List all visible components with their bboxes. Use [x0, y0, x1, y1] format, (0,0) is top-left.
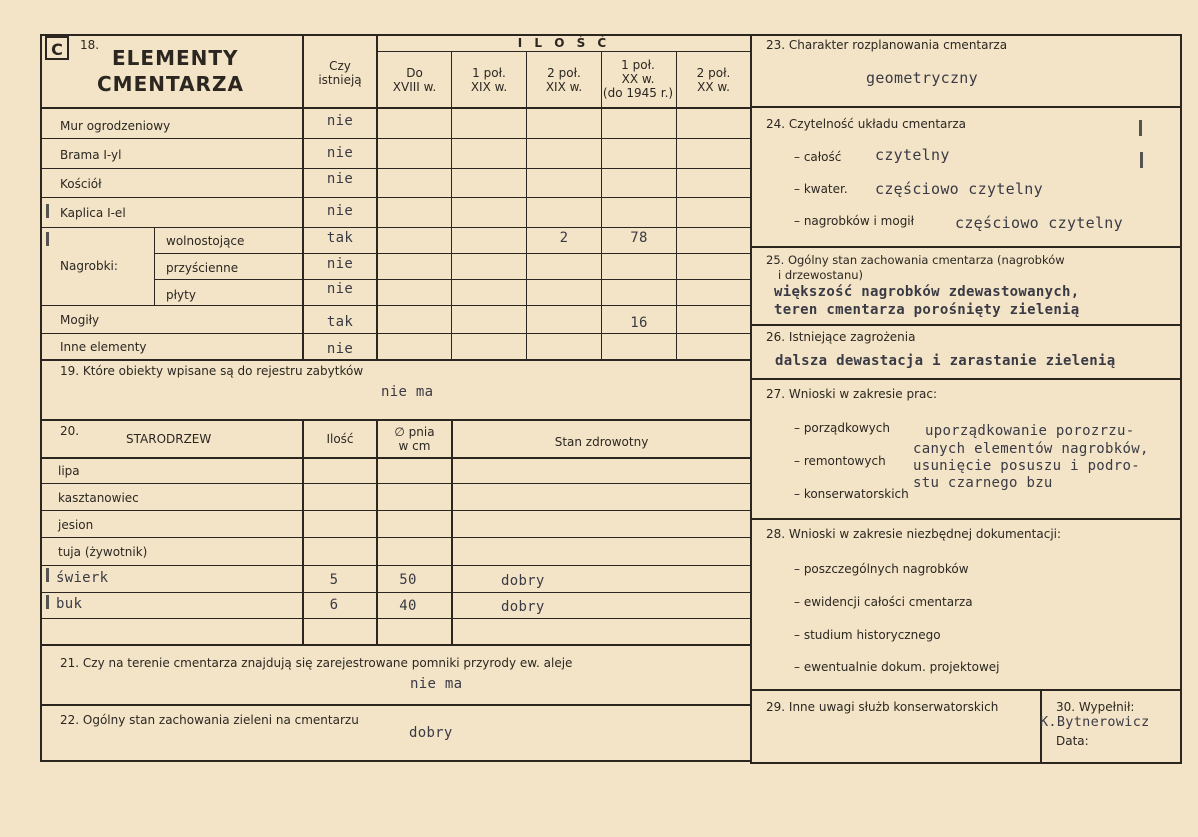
tree-name: tuja (żywotnik): [58, 545, 148, 559]
count-value: 78: [630, 230, 648, 246]
q21-value: nie ma: [410, 676, 463, 692]
grid-line: [40, 227, 752, 228]
grid-line: [40, 168, 752, 169]
q30-label: 30. Wypełnił:: [1056, 700, 1135, 714]
ilosc-header: I L O Ś Ć: [517, 36, 611, 50]
tree-state: dobry: [501, 599, 545, 615]
q26-label: 26. Istniejące zagrożenia: [766, 330, 916, 344]
grid-line: [40, 565, 752, 566]
grid-line: [40, 618, 752, 619]
grid-line: [40, 644, 752, 646]
grid-line: [40, 537, 752, 538]
section-letter-box: C: [45, 36, 69, 60]
q27-value: stu czarnego bzu: [913, 475, 1053, 491]
q25-value: większość nagrobków zdewastowanych,: [774, 284, 1080, 300]
row-label: Brama I-yl: [60, 148, 122, 162]
grid-line: [376, 51, 752, 52]
grid-line: [40, 107, 752, 109]
grid-line: [526, 51, 527, 360]
scan-mark: [1140, 152, 1143, 168]
frame-line: [750, 34, 752, 762]
row-exists-value: tak: [326, 314, 354, 330]
section-number: 18.: [80, 38, 100, 52]
q27-item: – porządkowych: [794, 421, 890, 435]
tree-state: dobry: [501, 573, 545, 589]
row-exists-value: nie: [326, 203, 354, 219]
row-exists-value: nie: [326, 171, 354, 187]
row-label: przyścienne: [166, 261, 239, 275]
frame-line: [750, 34, 1182, 36]
q27-value: uporządkowanie porozrzu-: [925, 423, 1135, 439]
q25-label: 25. Ogólny stan zachowania cmentarza (nagrobków: [766, 253, 1065, 267]
row-exists-value: nie: [326, 145, 354, 161]
grid-line: [750, 378, 1182, 380]
q27-value: usunięcie posuszu i podro-: [913, 458, 1140, 474]
q20-number: 20.: [60, 424, 80, 438]
tree-count: 5: [329, 572, 339, 588]
q24-label: 24. Czytelność układu cmentarza: [766, 117, 966, 131]
q27-item: – konserwatorskich: [794, 487, 909, 501]
grid-line: [154, 253, 752, 254]
q27-value: canych elementów nagrobków,: [913, 441, 1149, 457]
count-value: 2: [559, 230, 569, 246]
row-exists-value: nie: [326, 113, 354, 129]
q30-filled-by: K.Bytnerowicz: [1040, 714, 1150, 730]
q26-value: dalsza dewastacja i zarastanie zielenią: [775, 353, 1116, 369]
q24-item-label: – nagrobków i mogił: [794, 214, 915, 228]
row-label: Mur ogrodzeniowy: [60, 119, 171, 133]
grid-line: [40, 419, 752, 421]
q28-item: – ewentualnie dokum. projektowej: [794, 660, 1000, 674]
frame-line: [40, 34, 42, 762]
q25-value: teren cmentarza porośnięty zielenią: [774, 302, 1080, 318]
scan-mark: [1139, 120, 1142, 136]
grid-line: [40, 592, 752, 593]
q19-label: 19. Które obiekty wpisane są do rejestru zabytków: [60, 364, 364, 378]
q24-item-value: czytelny: [875, 146, 950, 164]
period-header: Do XVIII w.: [392, 66, 437, 94]
tree-name: buk: [56, 596, 83, 612]
row-label: wolnostojące: [166, 234, 245, 248]
frame-line: [1180, 34, 1182, 764]
scan-mark: [46, 204, 49, 218]
frame-line: [40, 760, 752, 762]
grid-line: [40, 138, 752, 139]
section-title-line2: CMENTARZA: [97, 72, 244, 96]
q28-item: – studium historycznego: [794, 628, 941, 642]
section-title-line1: ELEMENTY: [112, 46, 239, 70]
row-exists-value: nie: [326, 256, 354, 272]
q24-item-value: częściowo czytelny: [875, 180, 1043, 198]
q27-item: – remontowych: [794, 454, 886, 468]
period-header: 1 poł. XX w. (do 1945 r.): [602, 58, 674, 100]
grid-line: [750, 324, 1182, 326]
q24-item-label: – kwater.: [794, 182, 848, 196]
row-label: Inne elementy: [60, 340, 147, 354]
row-label: płyty: [166, 288, 196, 302]
q20-col-pnia: ∅ pnia w cm: [394, 425, 435, 453]
q30-date-label: Data:: [1056, 734, 1089, 748]
czy-istnieja-header: Czy istnieją: [318, 59, 362, 87]
row-exists-value: nie: [326, 281, 354, 297]
count-value: 16: [630, 315, 648, 331]
row-exists-value: tak: [326, 230, 354, 246]
nagrobki-label: Nagrobki:: [60, 259, 118, 273]
scan-mark: [46, 232, 49, 246]
tree-name: jesion: [58, 518, 94, 532]
row-exists-value: nie: [326, 341, 354, 357]
grid-line: [40, 510, 752, 511]
q28-item: – poszczególnych nagrobków: [794, 562, 969, 576]
q24-item-value: częściowo czytelny: [955, 214, 1123, 232]
tree-name: kasztanowiec: [58, 491, 139, 505]
q28-label: 28. Wnioski w zakresie niezbędnej dokumentacji:: [766, 527, 1062, 541]
grid-line: [40, 333, 752, 334]
grid-line: [40, 305, 752, 306]
q24-item-label: – całość: [794, 150, 842, 164]
period-header: 2 poł. XIX w.: [545, 66, 583, 94]
scan-mark: [46, 595, 49, 609]
tree-name: lipa: [58, 464, 80, 478]
row-label: Mogiły: [60, 313, 100, 327]
q23-value: geometryczny: [866, 69, 978, 87]
grid-line: [451, 419, 453, 645]
grid-line: [40, 457, 752, 459]
tree-name: świerk: [56, 570, 109, 586]
scan-mark: [46, 568, 49, 582]
frame-line: [750, 762, 1182, 764]
q23-label: 23. Charakter rozplanowania cmentarza: [766, 38, 1008, 52]
q20-col-ilosc: Ilość: [326, 432, 354, 446]
q20-title: STARODRZEW: [126, 432, 212, 446]
grid-line: [750, 106, 1182, 108]
q28-item: – ewidencji całości cmentarza: [794, 595, 973, 609]
period-header: 1 poł. XIX w.: [470, 66, 508, 94]
q29-label: 29. Inne uwagi służb konserwatorskich: [766, 700, 999, 714]
grid-line: [750, 246, 1182, 248]
grid-line: [40, 359, 752, 361]
grid-line: [154, 279, 752, 280]
q21-label: 21. Czy na terenie cmentarza znajdują się zarejestrowane pomniki przyrody ew. aleje: [60, 656, 573, 670]
q20-col-stan: Stan zdrowotny: [554, 435, 649, 449]
period-header: 2 poł. XX w.: [696, 66, 731, 94]
row-label: Kaplica I-el: [60, 206, 126, 220]
q25-label: i drzewostanu): [778, 268, 864, 282]
q27-label: 27. Wnioski w zakresie prac:: [766, 387, 938, 401]
grid-line: [451, 51, 452, 360]
grid-line: [154, 227, 155, 305]
grid-line: [40, 704, 752, 706]
q22-value: dobry: [409, 725, 453, 741]
row-label: Kościół: [60, 177, 102, 191]
tree-diameter: 50: [399, 572, 417, 588]
grid-line: [750, 689, 1182, 691]
tree-count: 6: [329, 597, 339, 613]
q19-value: nie ma: [381, 384, 434, 400]
q22-label: 22. Ogólny stan zachowania zieleni na cmentarzu: [60, 713, 359, 727]
tree-diameter: 40: [399, 598, 417, 614]
grid-line: [40, 197, 752, 198]
grid-line: [750, 518, 1182, 520]
grid-line: [40, 483, 752, 484]
